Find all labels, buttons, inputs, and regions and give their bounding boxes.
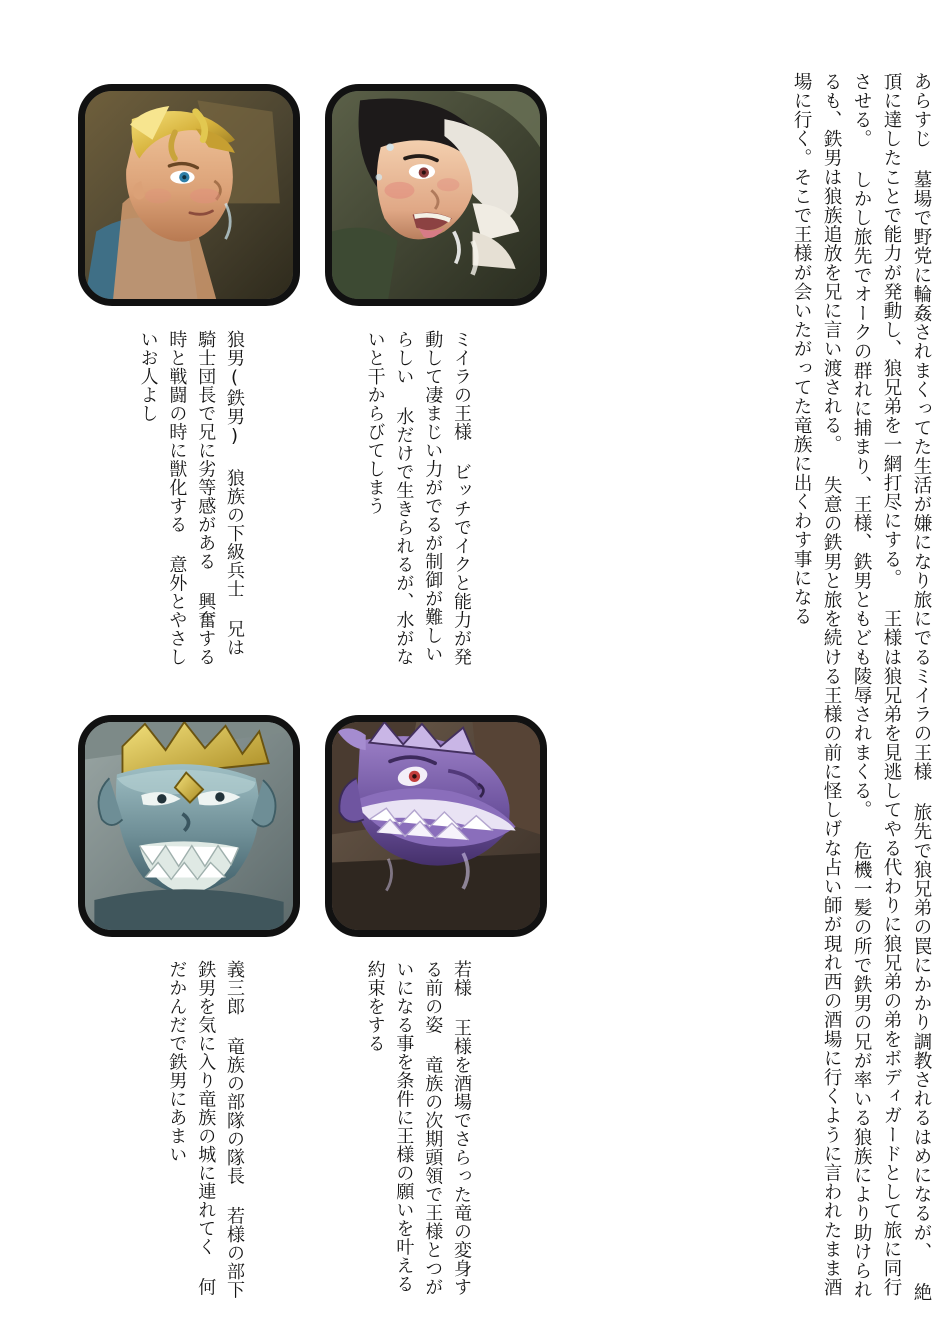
character-caption-mira: ミイラの王様 ビッチでイクと能力が発動して凄まじい力がでるが制御が難しいらしい 水だけで生きられるが、水がないと干からびてしまう xyxy=(364,330,472,666)
character-card-ironman xyxy=(78,84,300,306)
dragon-captain-portrait xyxy=(85,722,293,930)
young-dragon-portrait xyxy=(332,722,540,930)
portrait-frame-ironman xyxy=(78,84,300,306)
portrait-frame-gisaburo xyxy=(78,715,300,937)
character-card-wakasama xyxy=(325,715,547,937)
character-caption-gisaburo: 義三郎 竜族の部隊の隊長 若様の部下 鉄男を気に入り竜族の城に連れてく 何だかんだで鉄男にあまい xyxy=(166,960,245,1299)
character-caption-ironman: 狼男(鉄男) 狼族の下級兵士 兄は騎士団長で兄に劣等感がある 興奮する時と戦闘の時に獣化する 意外とやさしいお人よし xyxy=(137,330,245,666)
portrait-frame-wakasama xyxy=(325,715,547,937)
mummy-king-portrait xyxy=(332,91,540,299)
blond-wolfman-portrait xyxy=(85,91,293,299)
synopsis-text: あらすじ 墓場で野党に輪姦されまくってた生活が嫌になり旅にでるミイラの王様 旅先で狼兄弟の罠にかかり調教されるはめになるが、 絶頂に達したことで能力が発動し、狼兄弟を一網打尽にする。 王様は狼兄弟を見逃してやる代わりに狼兄弟の弟をボディガードとして旅に同行させる。 しかし旅先でオークの群れに捕まり、王様、鉄男ともども陵辱されまくる。 危機一髪の所で鉄男の兄が率いる狼族により助けられるも、鉄男は狼族追放を兄に言い渡される。 失意の鉄男と旅を続ける王様の前に怪しげな占い師が現れ西の酒場に行くように言われたまま酒場に行く。そこで王様が会いたがってた竜族に出くわす事になる xyxy=(791,72,932,1302)
portrait-frame-mira xyxy=(325,84,547,306)
character-card-mira xyxy=(325,84,547,306)
character-card-gisaburo xyxy=(78,715,300,937)
character-caption-wakasama: 若様 王様を酒場でさらった竜の変身する前の姿 竜族の次期頭領で王様とつがいになる事を条件に王様の願いを叶える約束をする xyxy=(364,960,472,1296)
